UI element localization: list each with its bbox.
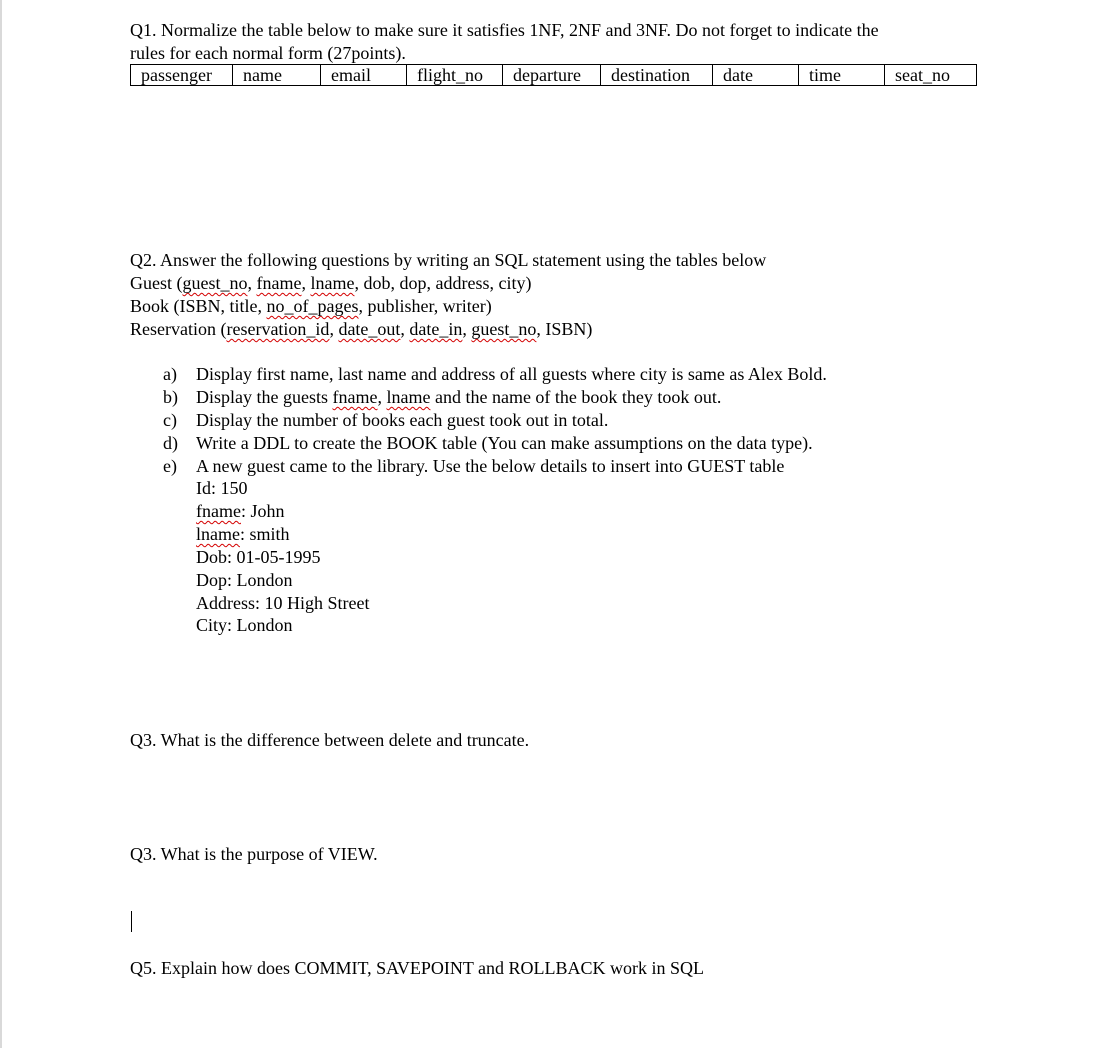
spell-underline: fname (256, 273, 302, 293)
table-cell: date (713, 65, 799, 86)
q1-line-2: rules for each normal form (27points). (130, 43, 406, 63)
q3-view: Q3. What is the purpose of VIEW. (130, 844, 378, 864)
spell-underline: fname (332, 387, 378, 407)
detail-fname: fname: John (196, 501, 285, 521)
q1-line-1: Q1. Normalize the table below to make sure it satisfies 1NF, 2NF and 3NF. Do not forget to indicate the (130, 20, 879, 40)
table-cell: destination (601, 65, 713, 86)
q3-delete-truncate: Q3. What is the difference between delete and truncate. (130, 730, 530, 750)
list-item: Write a DDL to create the BOOK table (You can make assumptions on the data type). (196, 433, 813, 453)
spell-underline: guest_no (471, 319, 537, 339)
table-cell: email (321, 65, 407, 86)
list-item-label: e) (163, 456, 177, 476)
detail-address: Address: 10 High Street (196, 593, 370, 613)
q5-commit-savepoint-rollback: Q5. Explain how does COMMIT, SAVEPOINT and ROLLBACK work in SQL (130, 958, 704, 978)
detail-lname: lname: smith (196, 524, 290, 544)
table-cell: departure (503, 65, 601, 86)
table-cell: time (799, 65, 885, 86)
list-item: Display first name, last name and address of all guests where city is same as Alex Bold. (196, 364, 827, 384)
spell-underline: date_out (338, 319, 401, 339)
list-item: Display the number of books each guest took out in total. (196, 410, 609, 430)
list-item-label: a) (163, 364, 177, 384)
spell-underline: lname (196, 524, 240, 544)
list-item: A new guest came to the library. Use the below details to insert into GUEST table (196, 456, 785, 476)
spell-underline: date_in (409, 319, 463, 339)
spell-underline: reservation_id (226, 319, 330, 339)
q2-reservation-schema: Reservation (reservation_id, date_out, date_in, guest_no, ISBN) (130, 319, 593, 339)
list-item-label: b) (163, 387, 178, 407)
table-cell: passenger (131, 65, 233, 86)
text-cursor (131, 911, 132, 932)
spell-underline: fname (196, 501, 241, 521)
detail-dob: Dob: 01-05-1995 (196, 547, 321, 567)
table-cell: seat_no (885, 65, 977, 86)
detail-id: Id: 150 (196, 478, 248, 498)
spell-underline: no_of_pages (266, 296, 359, 316)
table-cell: name (233, 65, 321, 86)
detail-dop: Dop: London (196, 570, 293, 590)
list-item-label: d) (163, 433, 178, 453)
spell-underline: lname (386, 387, 431, 407)
table-cell: flight_no (407, 65, 503, 86)
q2-intro: Q2. Answer the following questions by writing an SQL statement using the tables below (130, 250, 767, 270)
q1-table-header-row (131, 65, 977, 86)
spell-underline: lname (310, 273, 355, 293)
q2-book-schema: Book (ISBN, title, no_of_pages, publisher, writer) (130, 296, 492, 316)
spell-underline: guest_no (182, 273, 248, 293)
q1-table (130, 64, 977, 86)
list-item-label: c) (163, 410, 177, 430)
detail-city: City: London (196, 615, 293, 635)
q2-guest-schema: Guest (guest_no, fname, lname, dob, dop, address, city) (130, 273, 532, 293)
list-item: Display the guests fname, lname and the name of the book they took out. (196, 387, 722, 407)
